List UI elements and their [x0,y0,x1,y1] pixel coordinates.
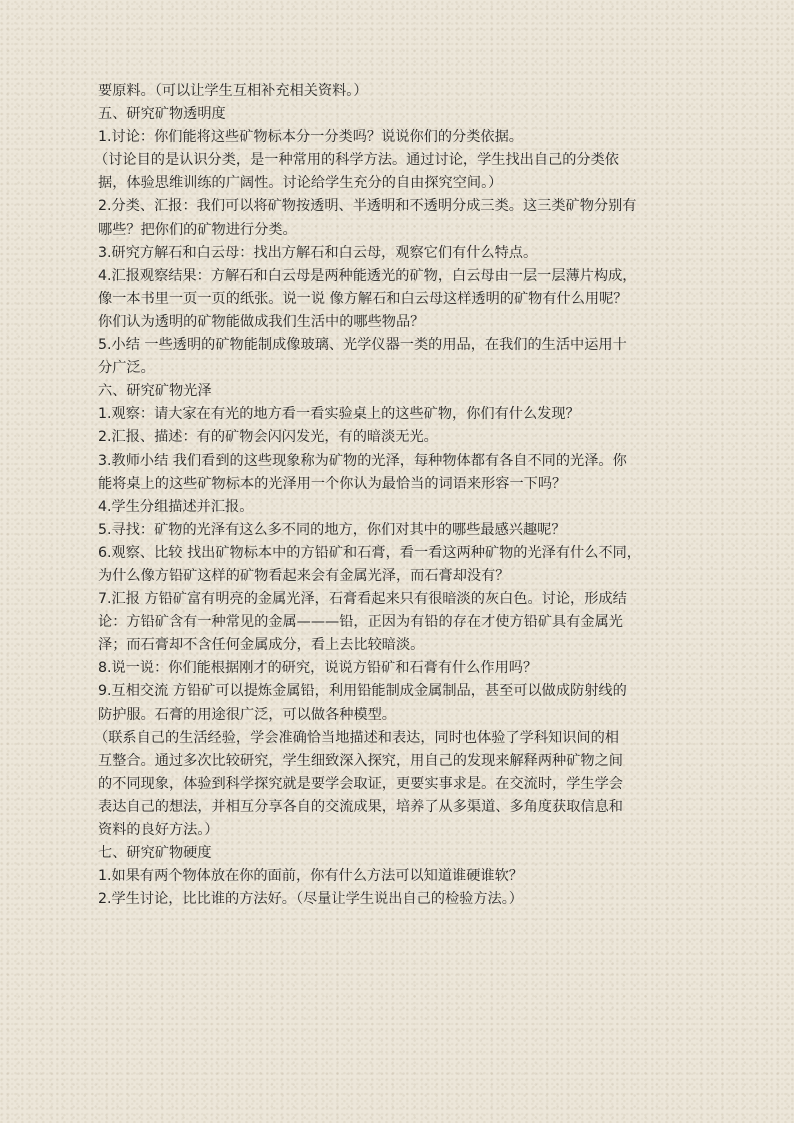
text-line: 4.汇报观察结果：方解石和白云母是两种能透光的矿物，白云母由一层一层薄片构成， [98,267,637,284]
text-line: 为什么像方铅矿这样的矿物看起来会有金属光泽，而石膏却没有？ [98,567,510,584]
text-line: 4.学生分组描述并汇报。 [98,498,254,515]
text-line: （讨论目的是认识分类，是一种常用的科学方法。通过讨论，学生找出自己的分类依 [94,152,619,169]
text-line: 据，体验思维训练的广阔性。讨论给学生充分的自由探究空间。） [98,175,503,192]
text-line: 你们认为透明的矿物能做成我们生活中的哪些物品？ [98,313,425,330]
text-line: 5.寻找：矿物的光泽有这么多不同的地方，你们对其中的哪些最感兴趣呢？ [98,521,566,538]
text-line: 防护服。石膏的用途很广泛，可以做各种模型。 [98,706,396,723]
text-line: 资料的良好方法。） [98,822,219,838]
text-line: 6.观察、比较 找出矿物标本中的方铅矿和石膏，看一看这两种矿物的光泽有什么不同， [98,544,641,561]
text-line: （联系自己的生活经验，学会准确恰当地描述和表达，同时也体验了学科知识间的相 [94,729,619,746]
text-line: 1.如果有两个物体放在你的面前，你有什么方法可以知道谁硬谁软？ [98,868,523,885]
text-line: 互整合。通过多次比较研究，学生细致深入探究，用自己的发现来解释两种矿物之间 [98,752,623,769]
text-line: 8.说一说：你们能根据刚才的研究，说说方铅矿和石膏有什么作用吗？ [98,660,538,677]
text-line: 3.研究方解石和白云母：找出方解石和白云母，观察它们有什么特点。 [98,244,538,261]
text-line: 像一本书里一页一页的纸张。说一说 像方解石和白云母这样透明的矿物有什么用呢？ [98,290,628,307]
text-line: 7.汇报 方铅矿富有明亮的金属光泽，石膏看起来只有很暗淡的灰白色。讨论，形成结 [98,591,627,608]
text-line: 表达自己的想法，并相互分享各自的交流成果，培养了从多渠道、多角度获取信息和 [98,798,623,815]
text-line: 分广泛。 [98,360,155,377]
text-line: 9.互相交流 方铅矿可以提炼金属铅，利用铅能制成金属制品，甚至可以做成防射线的 [98,683,627,700]
section-heading: 五、研究矿物透明度 [98,106,226,123]
text-line: 2.学生讨论，比比谁的方法好。（尽量让学生说出自己的检验方法。） [98,891,523,908]
text-line: 泽；而石膏却不含任何金属成分，看上去比较暗淡。 [98,637,425,654]
text-line: 1.观察：请大家在有光的地方看一看实验桌上的这些矿物，你们有什么发现？ [98,406,580,423]
text-line: 的不同现象，体验到科学探究就是要学会取证，更要实事求是。在交流时，学生学会 [98,775,623,792]
text-line: 哪些？把你们的矿物进行分类。 [98,221,297,238]
text-line: 2.汇报、描述：有的矿物会闪闪发光，有的暗淡无光。 [98,429,438,446]
text-line: 论：方铅矿含有一种常见的金属———铅，正因为有铅的存在才使方铅矿具有金属光 [98,614,623,631]
section-heading: 七、研究矿物硬度 [98,845,212,862]
text-line: 要原料。（可以让学生互相补充相关资料。） [98,83,368,99]
document-body [94,80,698,911]
text-line: 能将桌上的这些矿物标本的光泽用一个你认为最恰当的词语来形容一下吗？ [98,475,567,492]
text-line: 2.分类、汇报：我们可以将矿物按透明、半透明和不透明分成三类。这三类矿物分别有 [98,198,637,215]
text-line: 3.教师小结 我们看到的这些现象称为矿物的光泽，每种物体都有各自不同的光泽。你 [98,452,627,469]
text-line: 5.小结 一些透明的矿物能制成像玻璃、光学仪器一类的用品，在我们的生活中运用十 [98,337,627,354]
text-line: 1.讨论：你们能将这些矿物标本分一分类吗？说说你们的分类依据。 [98,129,523,146]
section-heading: 六、研究矿物光泽 [98,383,212,400]
